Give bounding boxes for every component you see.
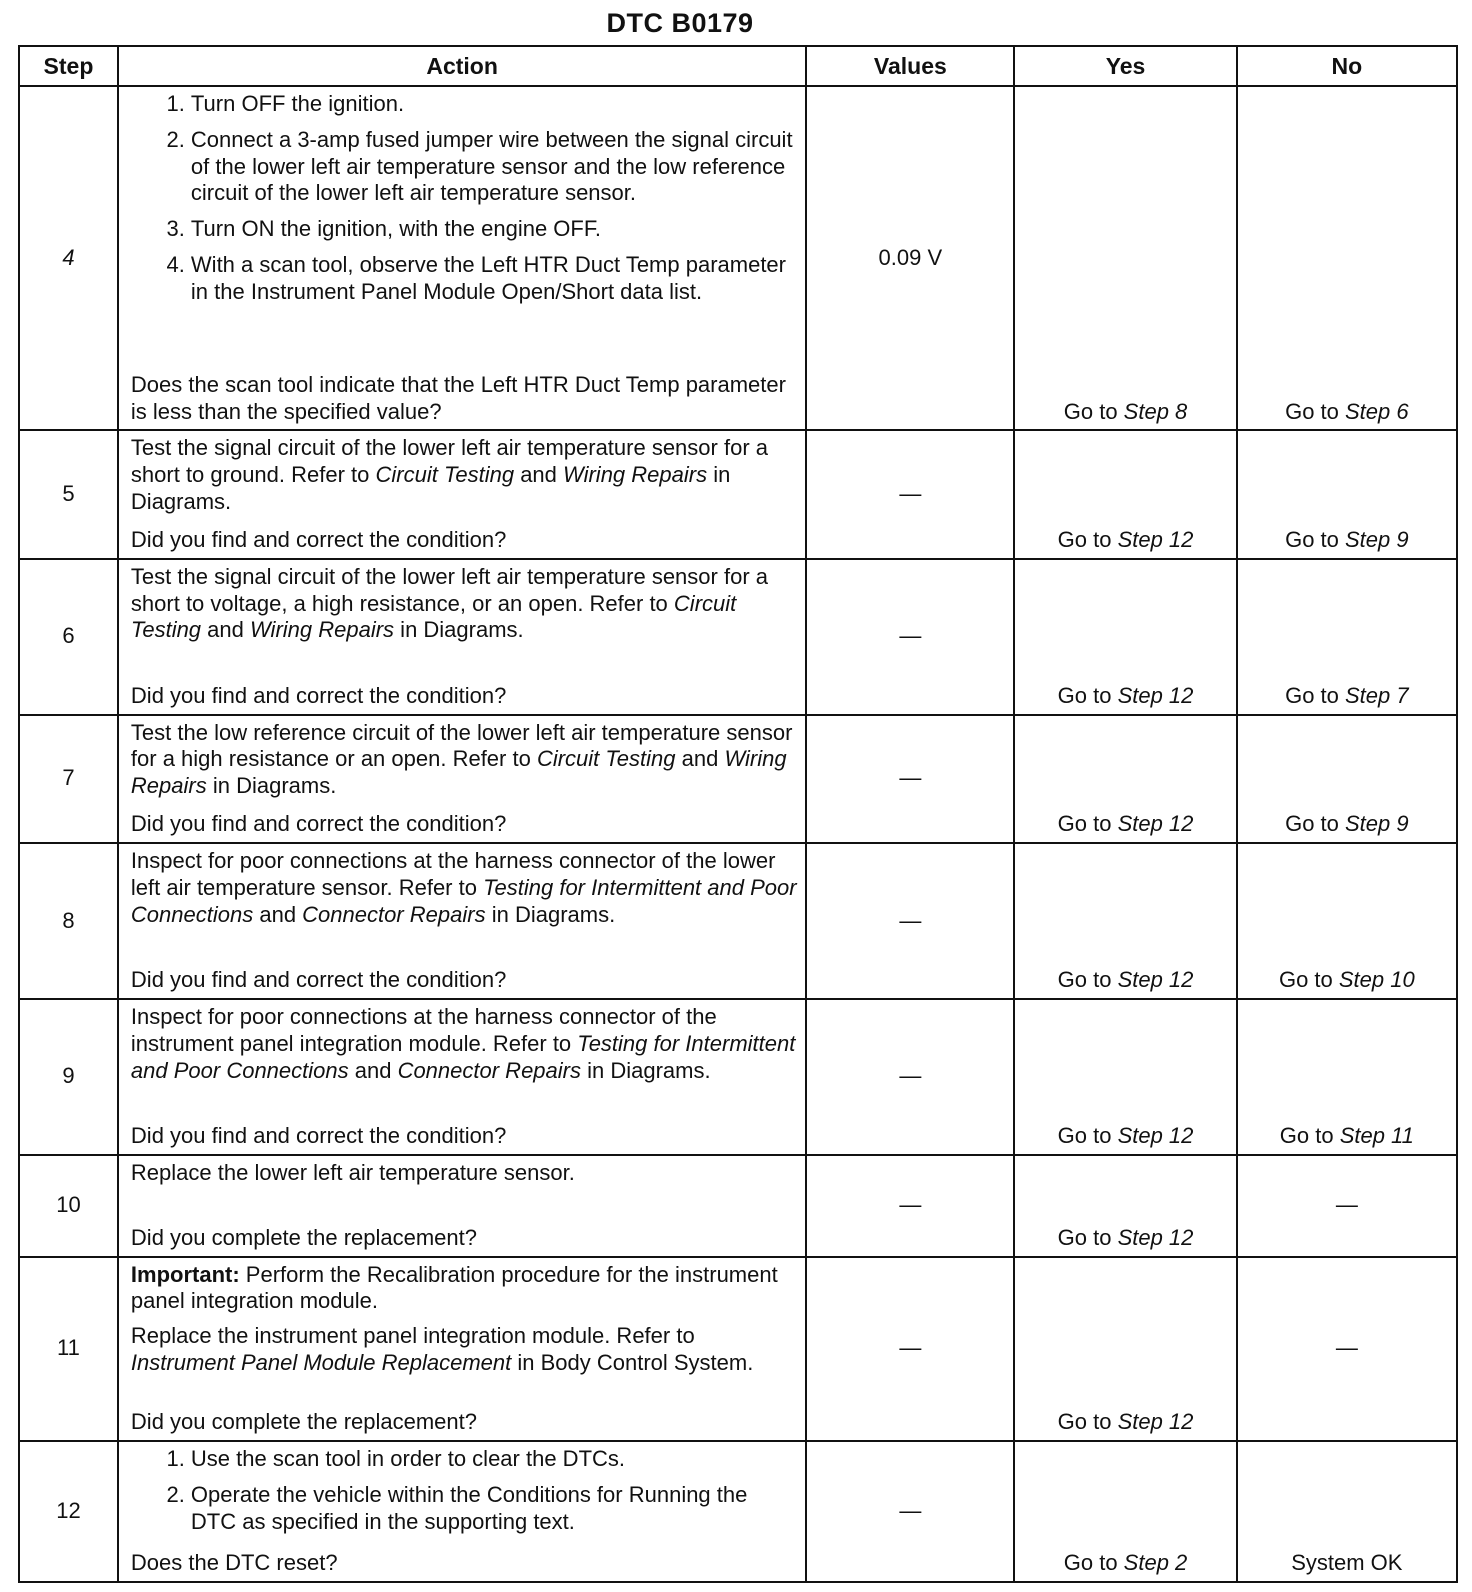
action-cell (118, 1257, 806, 1441)
action-question: Did you find and correct the condition? (130, 811, 507, 837)
action-text: Test the low reference circuit of the lower left air temperature sensor for a high resistance or an open. Refer to Circuit Testing and Wiring Repairs in Diagrams. (130, 719, 793, 799)
action-question: Did you find and correct the condition? (130, 526, 507, 552)
action-question: Does the scan tool indicate that the Left HTR Duct Temp parameter is less than the specified value? (130, 371, 786, 424)
step-number: 12 (19, 1441, 118, 1582)
action-text: Replace the instrument panel integration module. Refer to Instrument Panel Module Replacement in Body Control System. (130, 1323, 754, 1376)
yes-cell: Go to Step 12 (1014, 430, 1236, 558)
list-item: 4. With a scan tool, observe the Left HTR Duct Temp parameter in the Instrument Panel Module Open/Short data list. (191, 252, 797, 306)
list-item: 2. Operate the vehicle within the Conditions for Running the DTC as specified in the supporting text. (191, 1482, 797, 1536)
important-note: Important: Perform the Recalibration procedure for the instrument panel integration module. (130, 1261, 778, 1314)
action-question: Did you find and correct the condition? (130, 967, 507, 993)
diagnostic-steps-table (18, 45, 1458, 1583)
yes-cell: Go to Step 8 (1014, 86, 1236, 430)
action-question: Did you complete the replacement? (130, 1224, 478, 1250)
yes-cell: Go to Step 12 (1014, 715, 1236, 843)
list-item: 1. Turn OFF the ignition. (191, 91, 797, 118)
action-text: Test the signal circuit of the lower left air temperature sensor for a short to voltage, a high resistance, or an open. Refer to Circuit Testing and Wiring Repairs in Diagrams. (130, 563, 768, 643)
step-number: 7 (19, 715, 118, 843)
no-cell: Go to Step 6 (1237, 86, 1457, 430)
action-cell (118, 86, 806, 430)
values-cell: 0.09 V (806, 86, 1014, 430)
no-cell: Go to Step 11 (1237, 999, 1457, 1155)
step-number: 4 (19, 86, 118, 430)
no-cell: Go to Step 10 (1237, 843, 1457, 999)
action-cell (118, 843, 806, 999)
header-yes: Yes (1014, 46, 1236, 86)
action-text: Test the signal circuit of the lower left air temperature sensor for a short to ground. Refer to Circuit Testing and Wiring Repairs in Diagrams. (130, 435, 768, 515)
table-row (19, 1441, 1457, 1582)
values-cell: — (806, 999, 1014, 1155)
table-row (19, 999, 1457, 1155)
action-text: Inspect for poor connections at the harness connector of the lower left air temperature sensor. Refer to Testing for Intermittent and Poor Connections and Connector Repairs in Diagrams. (130, 847, 797, 927)
step-number: 8 (19, 843, 118, 999)
header-no: No (1237, 46, 1457, 86)
action-cell (118, 430, 806, 558)
action-cell (118, 1441, 806, 1582)
table-row (19, 1257, 1457, 1441)
action-cell (118, 715, 806, 843)
no-cell: Go to Step 9 (1237, 715, 1457, 843)
no-cell: Go to Step 7 (1237, 559, 1457, 715)
step-number: 6 (19, 559, 118, 715)
yes-cell: Go to Step 12 (1014, 843, 1236, 999)
yes-cell: Go to Step 12 (1014, 1257, 1236, 1441)
table-row (19, 843, 1457, 999)
no-cell: Go to Step 9 (1237, 430, 1457, 558)
table-row (19, 715, 1457, 843)
values-cell: — (806, 843, 1014, 999)
values-cell: — (806, 1155, 1014, 1257)
table-row (19, 559, 1457, 715)
yes-cell: Go to Step 12 (1014, 1155, 1236, 1257)
table-row (19, 430, 1457, 558)
list-item: 3. Turn ON the ignition, with the engine OFF. (191, 216, 797, 243)
action-question: Did you find and correct the condition? (130, 682, 507, 708)
step-number: 9 (19, 999, 118, 1155)
values-cell: — (806, 1441, 1014, 1582)
yes-cell: Go to Step 2 (1014, 1441, 1236, 1582)
action-question: Did you complete the replacement? (130, 1409, 478, 1435)
action-list (131, 1446, 797, 1541)
action-question: Does the DTC reset? (130, 1550, 338, 1576)
values-cell: — (806, 559, 1014, 715)
document-title: DTC B0179 (606, 8, 754, 38)
values-cell: — (806, 430, 1014, 558)
action-list (131, 91, 797, 312)
no-cell: System OK (1237, 1441, 1457, 1582)
action-cell (118, 559, 806, 715)
table-header-row (19, 46, 1457, 86)
header-action: Action (118, 46, 806, 86)
yes-cell: Go to Step 12 (1014, 999, 1236, 1155)
header-values: Values (806, 46, 1014, 86)
action-text: Inspect for poor connections at the harness connector of the instrument panel integration module. Refer to Testing for Intermittent and Poor Connections and Connector Repairs in Diagrams. (130, 1003, 796, 1083)
no-cell: — (1237, 1257, 1457, 1441)
list-item: 2. Connect a 3-amp fused jumper wire between the signal circuit of the lower left air temperature sensor and the low reference circuit of the lower left air temperature sensor. (191, 127, 797, 207)
action-text: Replace the lower left air temperature sensor. (130, 1159, 575, 1185)
header-step: Step (19, 46, 118, 86)
values-cell: — (806, 1257, 1014, 1441)
list-item: 1. Use the scan tool in order to clear the DTCs. (191, 1446, 797, 1473)
action-question: Did you find and correct the condition? (130, 1122, 507, 1148)
no-cell: — (1237, 1155, 1457, 1257)
table-row (19, 1155, 1457, 1257)
values-cell: — (806, 715, 1014, 843)
step-number: 10 (19, 1155, 118, 1257)
table-row (19, 86, 1457, 430)
action-cell (118, 999, 806, 1155)
action-cell (118, 1155, 806, 1257)
step-number: 11 (19, 1257, 118, 1441)
yes-cell: Go to Step 12 (1014, 559, 1236, 715)
step-number: 5 (19, 430, 118, 558)
